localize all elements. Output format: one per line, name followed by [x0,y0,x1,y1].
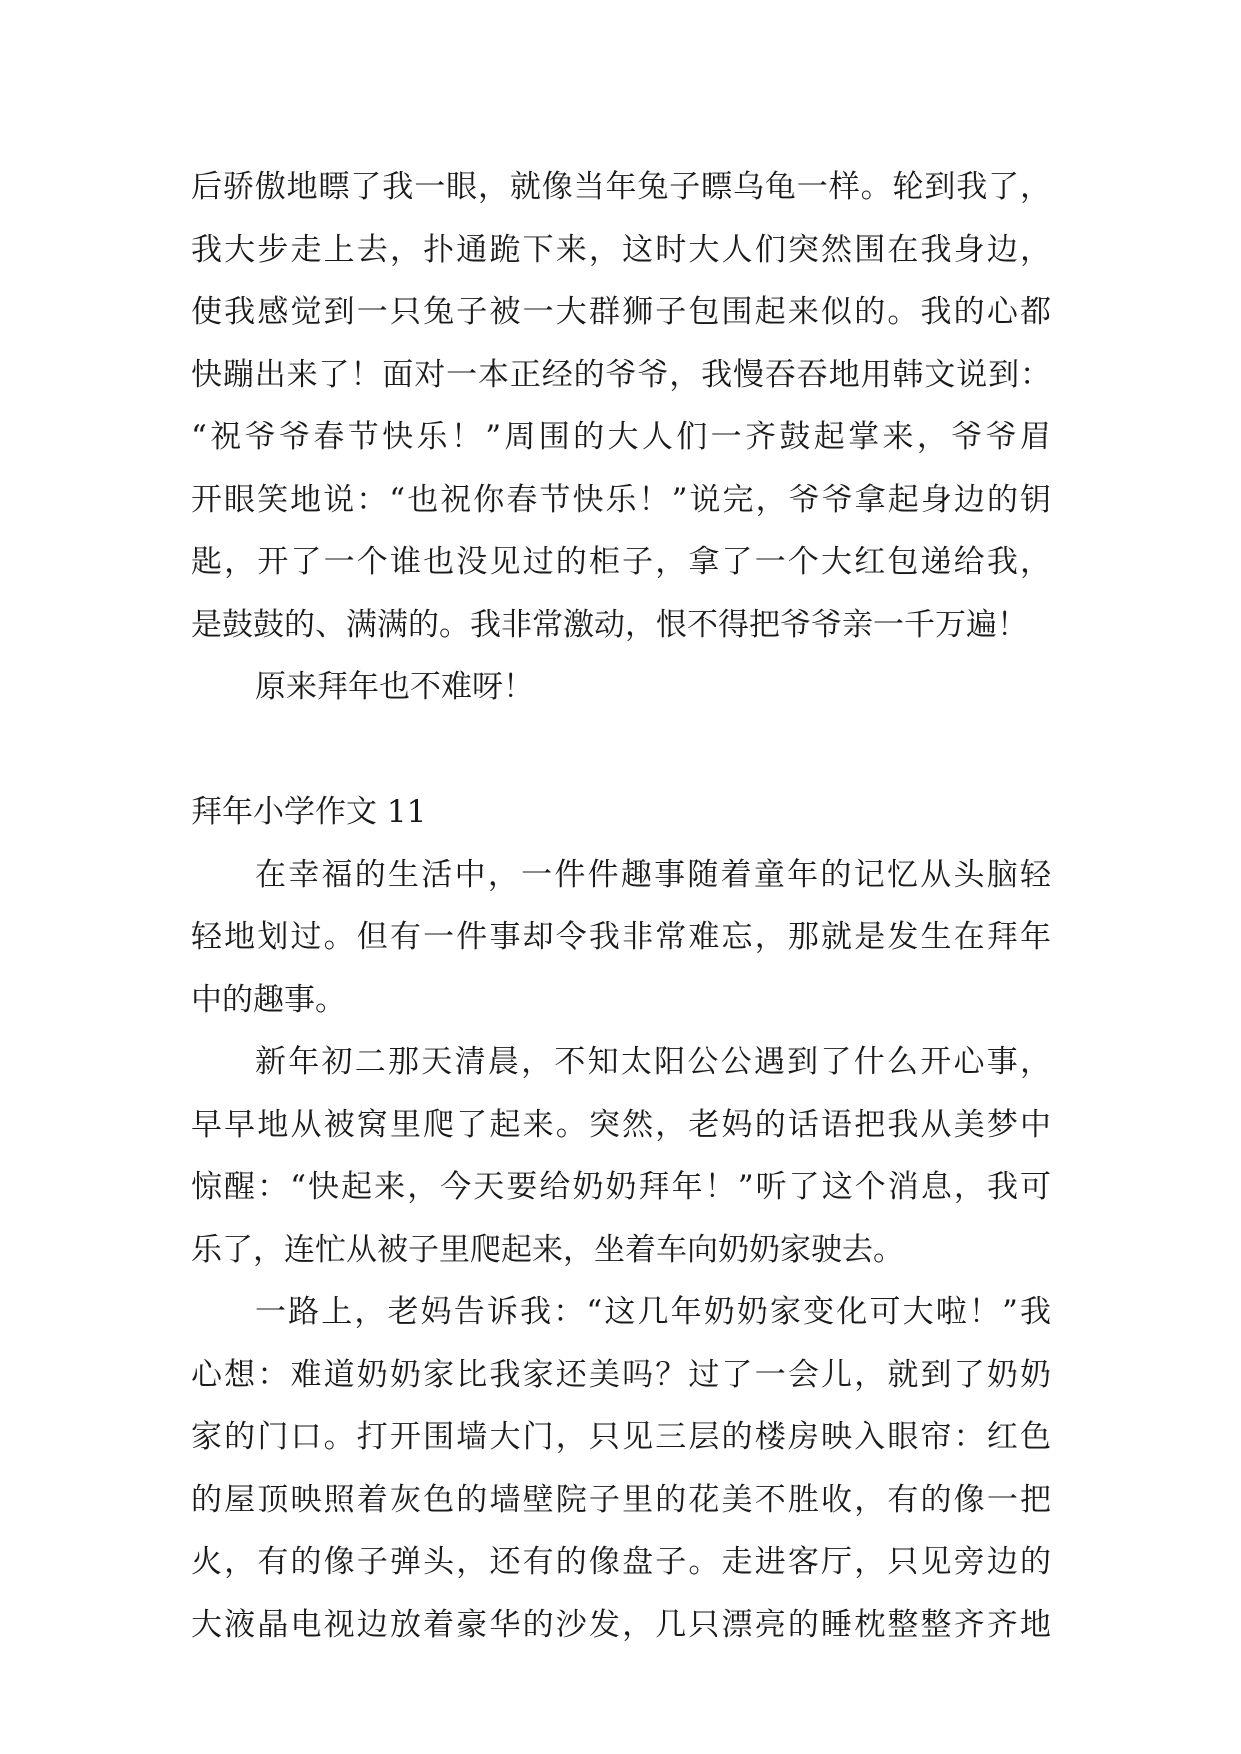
text-line: 新年初二那天清晨，不知太阳公公遇到了什么开心事， [255,1044,1051,1080]
closing-sentence: 原来拜年也不难呀！ [255,669,534,705]
paragraph-2 [191,1031,1051,1281]
text-line: 大液晶电视边放着豪华的沙发，几只漂亮的睡枕整整齐齐地 [191,1606,1051,1643]
text-line: 乐了，连忙从被子里爬起来，坐着车向奶奶家驶去。 [191,1231,904,1268]
paragraph-1 [191,844,1051,1032]
text-line: 火，有的像子弹头，还有的像盘子。走进客厅，只见旁边的 [191,1544,1051,1580]
text-line: 是鼓鼓的、满满的。我非常激动，恨不得把爷爷亲一千万遍！ [191,606,1028,643]
text-line: “祝爷爷春节快乐！”周围的大人们一齐鼓起掌来，爷爷眉 [191,419,1051,455]
text-line: 轻地划过。但有一件事却令我非常难忘，那就是发生在拜年 [191,919,1051,955]
section-gap [191,719,1051,782]
essay-title: 拜年小学作文 11 [191,794,427,830]
text-line: 早早地从被窝里爬了起来。突然，老妈的话语把我从美梦中 [191,1106,1051,1143]
text-line: 一路上，老妈告诉我：“这几年奶奶家变化可大啦！”我 [255,1294,1051,1330]
text-line: 的屋顶映照着灰色的墙壁院子里的花美不胜收，有的像一把 [191,1481,1051,1518]
text-line: 后骄傲地瞟了我一眼，就像当年兔子瞟乌龟一样。轮到我了， [191,169,1051,205]
paragraph-3 [191,1281,1051,1656]
text-line: 在幸福的生活中，一件件趣事随着童年的记忆从头脑轻 [255,856,1051,893]
text-line: 匙，开了一个谁也没见过的柜子，拿了一个大红包递给我， [191,544,1051,580]
paragraph-continued [191,156,1051,656]
text-line: 惊醒：“快起来，今天要给奶奶拜年！”听了这个消息，我可 [191,1169,1051,1205]
text-line: 我大步走上去，扑通跪下来，这时大人们突然围在我身边， [191,231,1051,268]
text-line: 开眼笑地说：“也祝你春节快乐！”说完，爷爷拿起身边的钥 [191,481,1051,518]
text-line: 心想：难道奶奶家比我家还美吗？过了一会儿，就到了奶奶 [191,1356,1051,1393]
text-line: 家的门口。打开围墙大门，只见三层的楼房映入眼帘：红色 [191,1419,1051,1455]
text-line: 使我感觉到一只兔子被一大群狮子包围起来似的。我的心都 [191,294,1051,330]
document-body [191,156,1051,1656]
text-line: 中的趣事。 [191,981,346,1018]
text-line: 快蹦出来了！面对一本正经的爷爷，我慢吞吞地用韩文说到： [191,356,1051,393]
